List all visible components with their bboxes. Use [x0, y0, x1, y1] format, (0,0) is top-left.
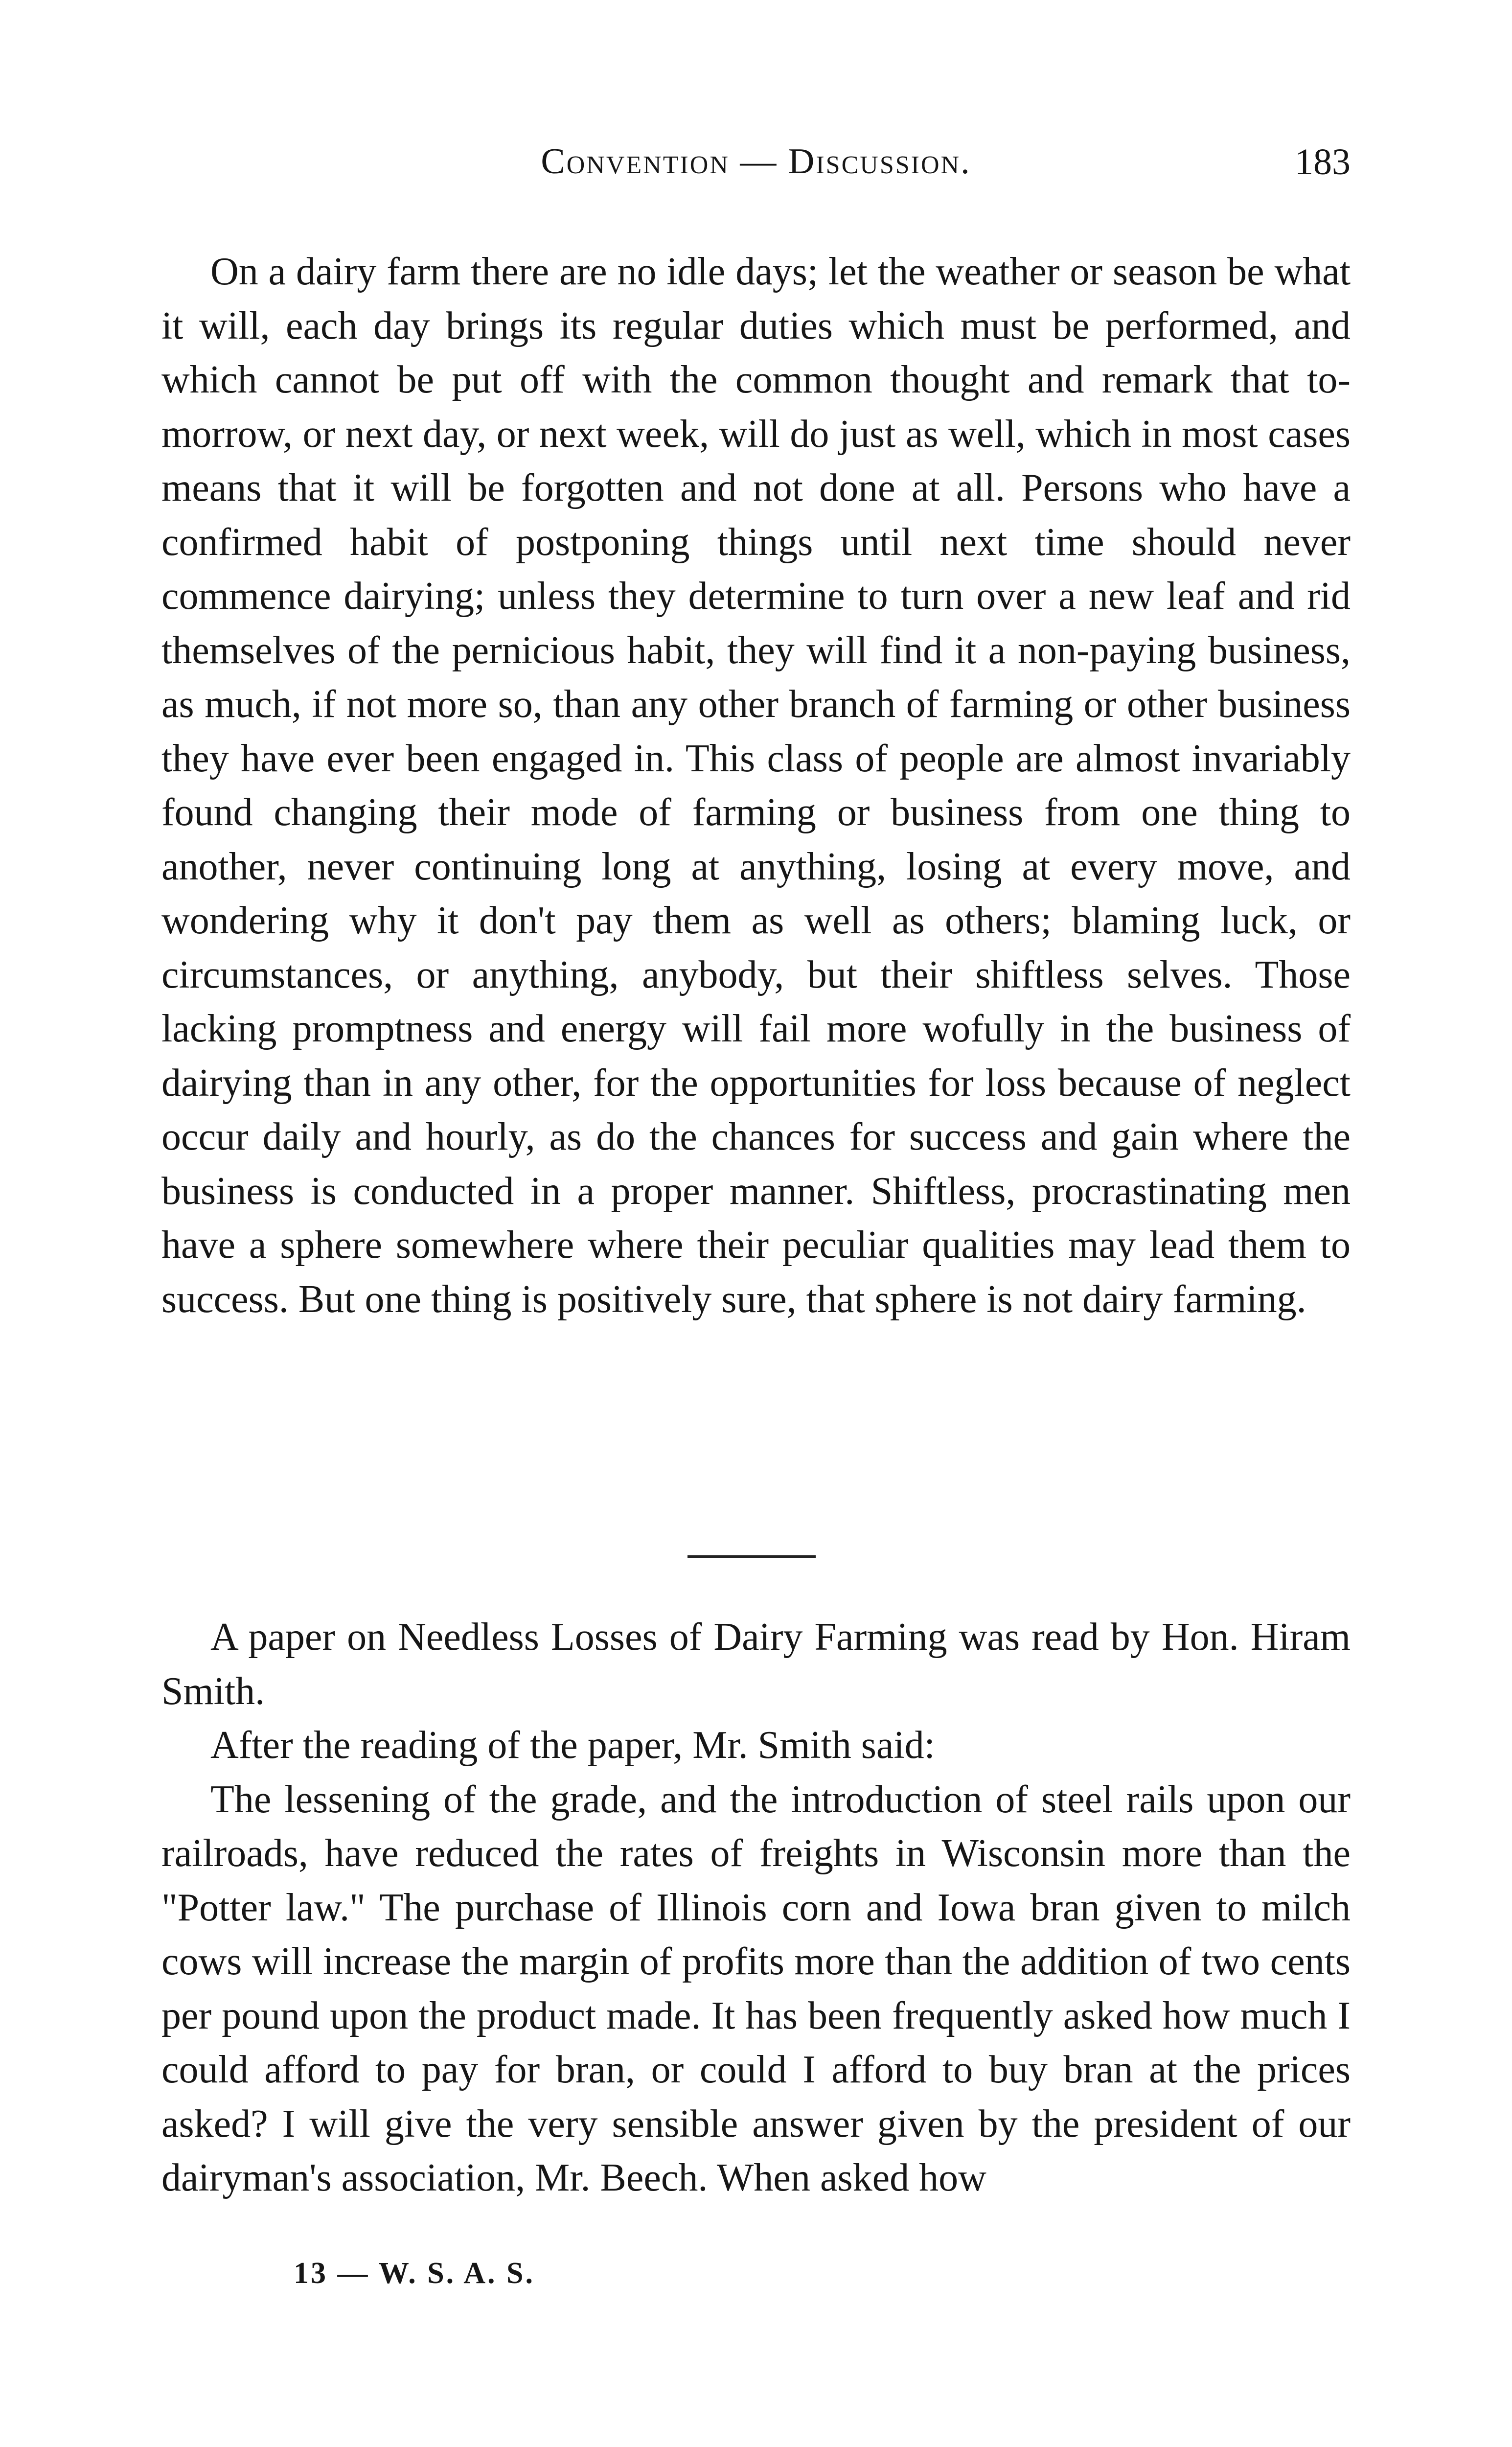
section-divider [687, 1555, 816, 1558]
page-number: 183 [1295, 141, 1351, 183]
printer-signature: 13 — W. S. A. S. [294, 2257, 535, 2290]
body-section-1 [161, 245, 1351, 1326]
running-head: Convention — Discussion. [541, 141, 971, 182]
paragraph-after-reading: After the reading of the paper, Mr. Smith said: [210, 1724, 935, 1767]
paragraph-paper-read: A paper on Needless Losses of Dairy Farming was read by Hon. Hiram Smith. [161, 1616, 1351, 1713]
paragraph-dairy-farm: On a dairy farm there are no idle days; let the weather or season be what it will, each day brings its regular duties which must be performed, and which cannot be put off with the common thought and remark that to-morrow, or next day, or next week, will do just as well, which in most cases means that it will be forgotten and not done at all. Persons who have a confirmed habit of postponing things until next time should never commence dairying; unless they determine to turn over a new leaf and rid themselves of the pernicious habit, they will find it a non-paying business, as much, if not more so, than any other branch of farming or other business they have ever been engaged in. This class of people are almost invariably found changing their mode of farming or business from one thing to another, never continuing long at anything, losing at every move, and wondering why it don't pay them as well as others; blaming luck, or circumstances, or anything, anybody, but their shiftless selves. Those lacking promptness and energy will fail more wofully in the business of dairying than in any other, for the opportunities for loss because of neglect occur daily and hourly, as do the chances for success and gain where the business is conducted in a proper manner. Shiftless, procrastinating men have a sphere somewhere where their peculiar qualities may lead them to success. But one thing is positively sure, that sphere is not dairy farming. [161, 250, 1351, 1321]
paragraph-smith-remarks: The lessening of the grade, and the introduction of steel rails upon our railroads, have reduced the rates of freights in Wisconsin more than the "Potter law." The purchase of Illinois corn and Iowa bran given to milch cows will increase the margin of profits more than the addition of two cents per pound upon the product made. It has been frequently asked how much I could afford to pay for bran, or could I afford to buy bran at the prices asked? I will give the very sensible answer given by the president of our dairyman's association, Mr. Beech. When asked how [161, 1778, 1351, 2199]
body-section-2 [161, 1610, 1351, 2205]
page-header [161, 141, 1351, 195]
